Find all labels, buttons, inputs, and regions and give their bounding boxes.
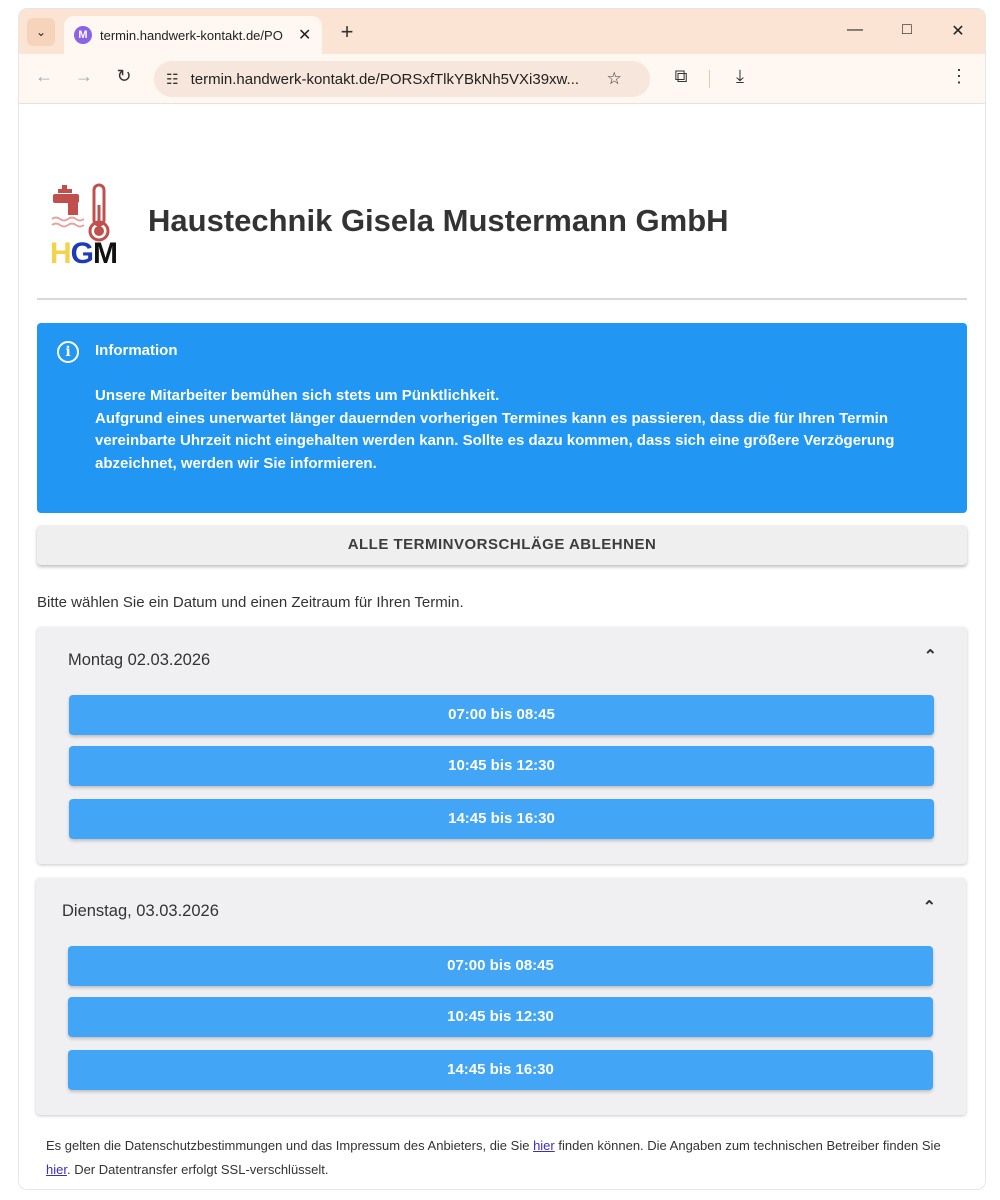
day-panel-header[interactable] xyxy=(36,878,966,942)
time-slot-button[interactable]: 10:45 bis 12:30 xyxy=(69,746,934,786)
time-slot-button[interactable]: 14:45 bis 16:30 xyxy=(68,1050,933,1090)
time-slot-button[interactable]: 10:45 bis 12:30 xyxy=(68,997,933,1037)
footer-part-2: finden können. Die Angaben zum technischen Betreiber finden Sie xyxy=(554,1138,941,1153)
header-divider xyxy=(37,298,967,300)
day-label: Dienstag, 03.03.2026 xyxy=(62,902,219,920)
info-line-1: Unsere Mitarbeiter bemühen sich stets um Pünktlichkeit. xyxy=(95,387,500,404)
reload-icon[interactable]: ↻ xyxy=(116,66,132,86)
logo-letter-m: M xyxy=(93,237,118,270)
back-icon[interactable]: ← xyxy=(35,66,53,86)
company-name: Haustechnik Gisela Mustermann GmbH xyxy=(148,203,729,238)
address-bar[interactable] xyxy=(154,61,650,97)
active-tab[interactable] xyxy=(64,16,322,54)
info-icon: i xyxy=(57,341,79,363)
footer-part-1: Es gelten die Datenschutzbestimmungen und das Impressum des Anbieters, die Sie xyxy=(46,1138,534,1153)
tab-bar xyxy=(19,9,985,54)
brand-header xyxy=(50,183,950,273)
close-icon[interactable]: ✕ xyxy=(298,27,312,44)
logo-letter-g: G xyxy=(70,237,94,270)
site-settings-icon[interactable]: ☷ xyxy=(166,70,179,87)
window-close-icon[interactable]: ✕ xyxy=(951,23,965,40)
info-title: Information xyxy=(95,342,178,359)
logo-letters xyxy=(50,237,117,271)
toolbar-divider xyxy=(709,70,710,88)
footer-text xyxy=(46,1134,946,1182)
info-box xyxy=(37,323,967,513)
browser-toolbar xyxy=(19,54,985,104)
tab-title: termin.handwerk-kontakt.de/PO xyxy=(100,27,283,43)
download-icon[interactable]: ⤓ xyxy=(736,66,744,86)
chevron-down-icon: ⌄ xyxy=(35,25,47,39)
url-text[interactable]: termin.handwerk-kontakt.de/PORSxfTlkYBkNh5VXi39xw... xyxy=(190,70,580,88)
time-slot-button[interactable]: 07:00 bis 08:45 xyxy=(69,695,934,735)
day-panel xyxy=(36,878,966,1115)
time-slot-button[interactable]: 14:45 bis 16:30 xyxy=(69,799,934,839)
info-text xyxy=(95,385,945,475)
chevron-up-icon[interactable]: ⌃ xyxy=(923,648,937,665)
info-line-2: Aufgrund eines unerwartet länger dauernden vorherigen Termines kann es passieren, dass die für Ihren Termin vereinbarte Uhrzeit nicht eingehalten werden kann. Sollte es dazu kommen, dass sich eine größere Verzögerung abzeichnet, werden wir Sie informieren. xyxy=(95,409,895,472)
star-icon[interactable]: ☆ xyxy=(606,69,622,88)
forward-icon[interactable]: → xyxy=(75,66,93,86)
page-content xyxy=(19,105,985,1189)
minimize-icon[interactable]: — xyxy=(847,21,863,38)
time-slot-button[interactable]: 07:00 bis 08:45 xyxy=(68,946,933,986)
footer-part-3: . Der Datentransfer erfolgt SSL-verschlüsselt. xyxy=(66,1162,329,1177)
extensions-icon[interactable]: ⧉ xyxy=(674,66,688,86)
day-panel-header[interactable] xyxy=(37,627,967,691)
privacy-link[interactable]: hier xyxy=(533,1138,555,1153)
more-icon[interactable]: ⋮ xyxy=(950,66,968,86)
plus-icon[interactable]: + xyxy=(340,19,354,44)
faucet-thermometer-icon xyxy=(50,183,125,243)
favicon-icon: M xyxy=(74,26,92,44)
day-label: Montag 02.03.2026 xyxy=(68,651,211,669)
tab-search-button[interactable] xyxy=(27,18,55,46)
company-logo xyxy=(50,183,125,271)
chevron-up-icon[interactable]: ⌃ xyxy=(922,899,936,916)
operator-link[interactable]: hier xyxy=(46,1162,67,1177)
decline-all-button[interactable]: ALLE TERMINVORSCHLÄGE ABLEHNEN xyxy=(37,525,967,565)
instruction-text: Bitte wählen Sie ein Datum und einen Zeitraum für Ihren Termin. xyxy=(37,594,464,611)
maximize-icon[interactable]: □ xyxy=(902,21,912,38)
logo-letter-h: H xyxy=(50,237,71,270)
browser-window xyxy=(19,9,985,1189)
day-panel xyxy=(37,627,967,864)
